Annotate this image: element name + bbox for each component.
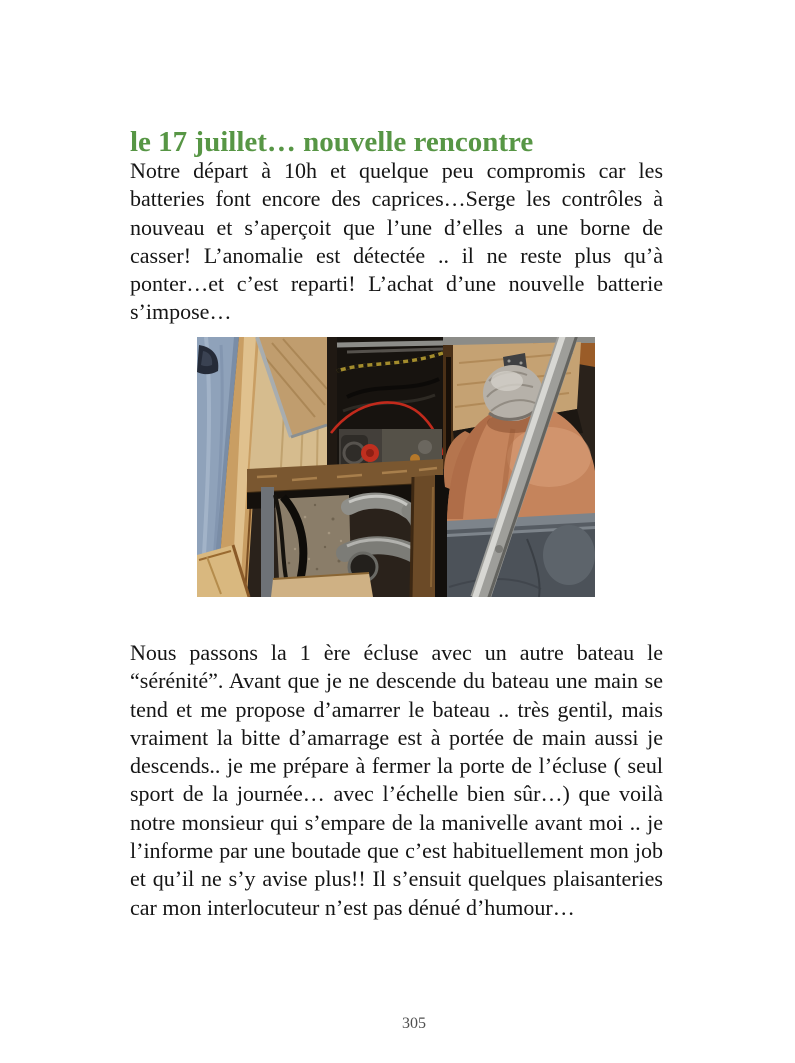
text-line: descends.. je me prépare à fermer la porte de l’écluse ( seul	[130, 753, 663, 779]
text-line: tend et me propose d’amarrer le bateau .. très gentil, mais	[130, 696, 663, 722]
text-line: l’informe par une boutade que c’est habituellement mon job	[130, 838, 663, 864]
text-line: ponter…et c’est reparti! L’achat d’une nouvelle batterie	[130, 271, 663, 297]
text-line: Nous passons la 1 ère écluse avec un autre bateau le	[130, 640, 663, 665]
text-line: car mon interlocuteur n’est pas dénué d’humour…	[130, 894, 575, 920]
text-line: batteries font encore des caprices…Serge les contrôles à	[130, 186, 663, 212]
paragraph-batteries	[130, 157, 663, 327]
text-line: “sérénité”. Avant que je ne descende du bateau une main se	[130, 668, 663, 694]
text-line: et qu’il ne s’y avise plus!! Il s’ensuit quelques plaisanteries	[130, 866, 663, 892]
text-line: nouveau et s’aperçoit que l’une d’elles a une borne de	[130, 214, 663, 240]
page-number: 305	[402, 1015, 426, 1032]
text-line: sport de la journée… avec l’échelle bien sûr…) que voilà	[130, 781, 663, 807]
text-line: casser! L’anomalie est détectée .. il ne reste plus qu’à	[130, 242, 663, 268]
engine-repair-photo	[197, 337, 595, 597]
text-line: vraiment la bitte d’amarrage est à portée de main aussi je	[130, 724, 663, 750]
text-line: Notre départ à 10h et quelque peu compromis car les	[130, 158, 663, 183]
paragraph-ecluse	[130, 639, 663, 922]
boat-engine-photo-illustration	[197, 337, 595, 597]
text-line: s’impose…	[130, 299, 232, 325]
section-heading: le 17 juillet… nouvelle rencontre	[130, 126, 534, 159]
text-line: notre monsieur qui s’empare de la manivelle avant moi .. je	[130, 809, 663, 835]
